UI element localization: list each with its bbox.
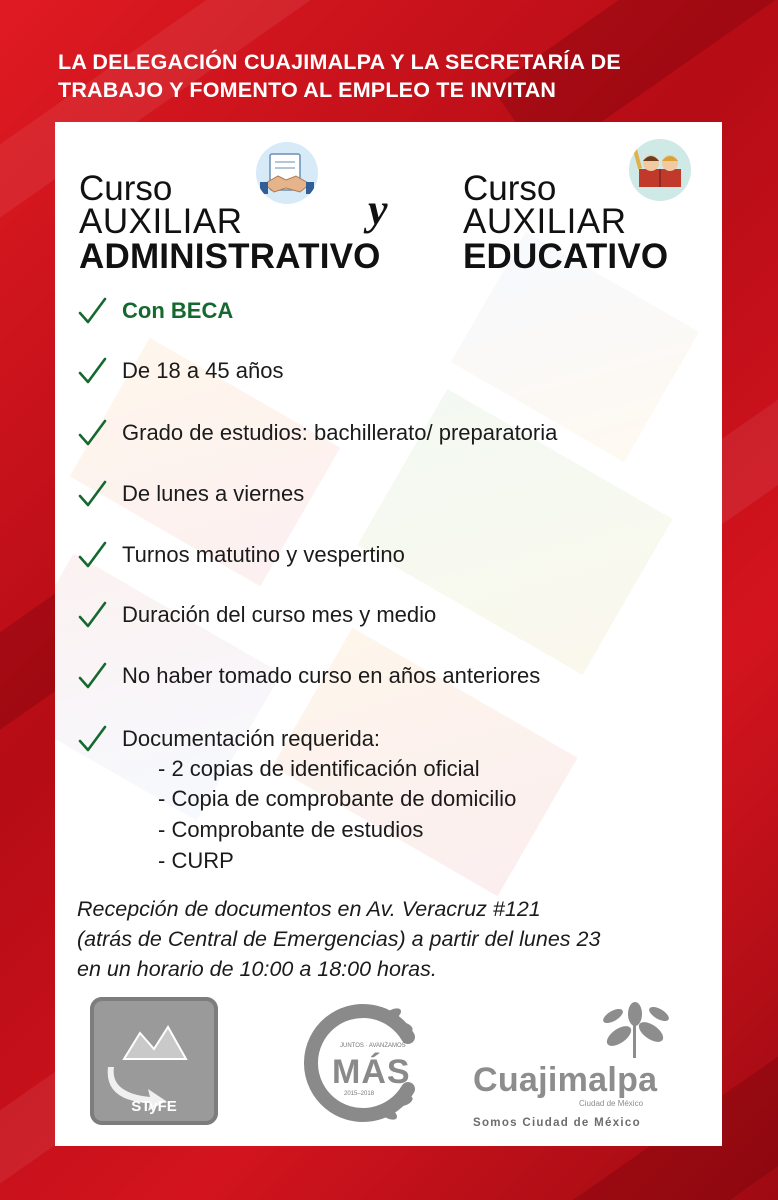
check-icon — [77, 479, 107, 509]
requirement-text: De lunes a viernes — [122, 481, 305, 506]
check-icon — [77, 540, 107, 570]
requirement-text: De 18 a 45 años — [122, 358, 284, 383]
slogan-text: Somos Ciudad de México — [473, 1117, 641, 1129]
styfe-logo-text: STyFE — [131, 1098, 177, 1115]
invitation-header — [58, 48, 738, 104]
reception-line-2: (atrás de Central de Emergencias) a partir del lunes 23 — [77, 927, 601, 951]
info-card — [55, 122, 722, 1146]
cuajimalpa-logo — [473, 1002, 703, 1132]
document-item: - 2 copias de identificación oficial — [158, 756, 480, 781]
course-educativo — [463, 169, 669, 276]
document-item: - Comprobante de estudios — [158, 817, 424, 842]
course-title: EDUCATIVO — [463, 237, 669, 276]
reception-info — [77, 894, 707, 984]
course-title: ADMINISTRATIVO — [79, 237, 381, 276]
requirement-text: Documentación requerida: — [122, 726, 381, 751]
document-item: - Copia de comprobante de domicilio — [158, 786, 517, 811]
connector-y: y — [368, 185, 388, 234]
requirement-text: Con BECA — [122, 298, 234, 323]
requirement-text: No haber tomado curso en años anteriores — [122, 663, 541, 688]
reception-line-1: Recepción de documentos en Av. Veracruz #121 — [77, 897, 541, 921]
reception-line-3: en un horario de 10:00 a 18:00 horas. — [77, 957, 437, 981]
cuajimalpa-subtitle: Ciudad de México — [579, 1099, 644, 1108]
check-icon — [77, 296, 107, 326]
check-icon — [77, 661, 107, 691]
course-administrativo — [79, 169, 381, 276]
check-icon — [77, 356, 107, 386]
header-line-1: LA DELEGACIÓN CUAJIMALPA Y LA SECRETARÍA DE — [58, 50, 621, 74]
check-icon — [77, 724, 107, 754]
check-icon — [77, 600, 107, 630]
check-icon — [77, 418, 107, 448]
requirement-text: Turnos matutino y vespertino — [122, 542, 405, 567]
course-auxiliar: AUXILIAR — [463, 202, 627, 241]
header-line-2: TRABAJO Y FOMENTO AL EMPLEO TE INVITAN — [58, 78, 557, 102]
styfe-logo — [90, 997, 218, 1125]
mas-logo — [300, 997, 430, 1127]
cuajimalpa-logo-text: Cuajimalpa — [473, 1061, 658, 1099]
course-label: Curso — [463, 169, 557, 208]
mas-years: 2015–2018 — [344, 1091, 375, 1097]
mas-logo-text: MÁS — [332, 1053, 411, 1091]
course-auxiliar: AUXILIAR — [79, 202, 243, 241]
document-item: - CURP — [158, 848, 234, 873]
requirement-text: Duración del curso mes y medio — [122, 602, 437, 627]
requirement-text: Grado de estudios: bachillerato/ preparatoria — [122, 420, 558, 445]
course-label: Curso — [79, 169, 173, 208]
mas-tagline: JUNTOS · AVANZAMOS — [340, 1043, 406, 1049]
